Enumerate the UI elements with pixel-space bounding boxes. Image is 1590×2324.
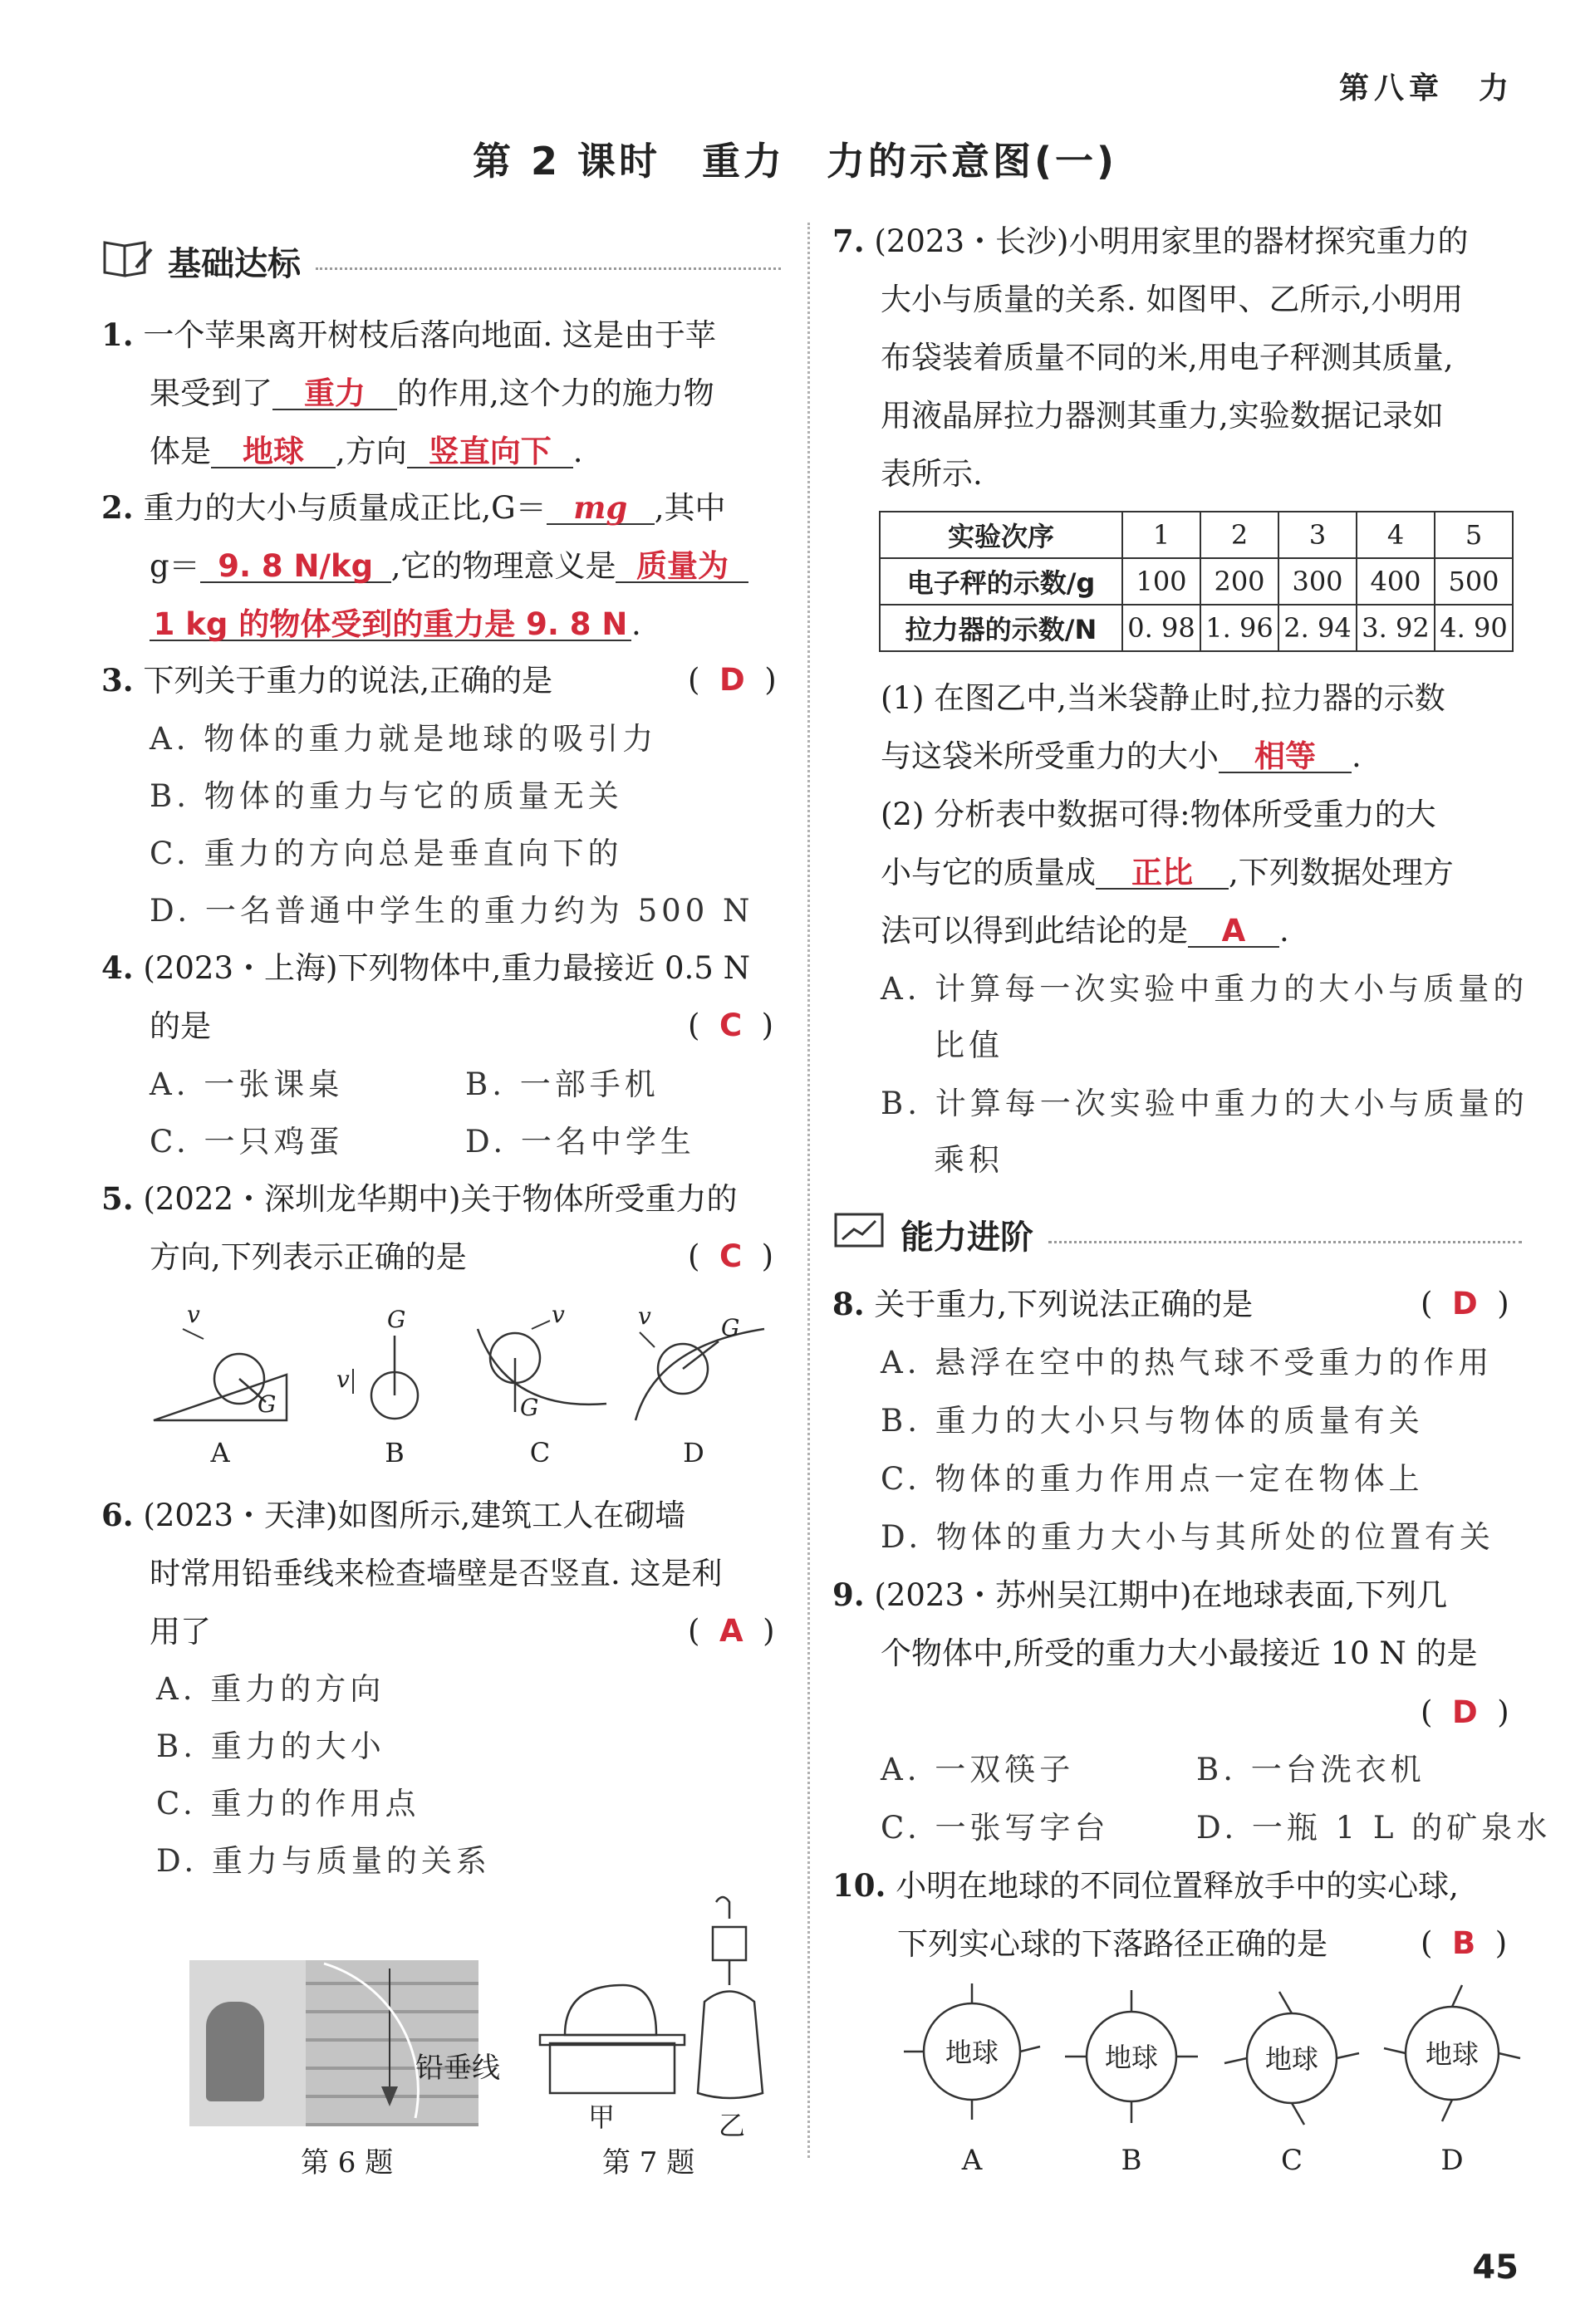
q2-number: 2. [101, 489, 134, 526]
q1-text: 果受到了 [150, 375, 272, 411]
q6-option-a: A. 重力的方向 [156, 1671, 385, 1707]
earth-label: 地球 [1425, 2038, 1480, 2070]
q3-stem [101, 662, 553, 699]
q2-text: 重力的大小与质量成正比,G＝ [143, 490, 547, 526]
worker [206, 2002, 264, 2101]
q7-sub2-line3 [881, 915, 1289, 948]
fig7-label-jia: 甲 [588, 2101, 616, 2133]
table-cell: 200 [1200, 558, 1278, 605]
electronic-scale [550, 2043, 675, 2093]
q5-fig-label-a: A [210, 1437, 230, 1468]
q4-line1 [101, 949, 750, 986]
q5-fig-label-b: B [385, 1437, 405, 1468]
q4-option-b: B. 一部手机 [465, 1066, 660, 1102]
q8-option-b: B. 重力的大小只与物体的质量有关 [881, 1403, 1424, 1439]
q3-answer-box: ( D ) [688, 662, 777, 698]
q8-number: 8. [832, 1286, 865, 1322]
q10-fig-label-d: D [1440, 2144, 1464, 2177]
q7-text: 法可以得到此结论的是 [881, 913, 1188, 949]
q7-sub1-line2 [881, 738, 1362, 774]
table-header: 电子秤的示数/g [880, 558, 1122, 605]
q8-answer-box: ( D ) [1421, 1286, 1509, 1321]
q10-answer: B [1451, 1925, 1476, 1961]
q1-text: 的作用,这个力的施力物 [397, 375, 714, 411]
q6-answer: A [719, 1613, 743, 1649]
earth-label: 地球 [1104, 2042, 1159, 2073]
section-advanced-rule [1048, 1241, 1522, 1243]
q7-text: 小与它的质量成 [881, 855, 1096, 890]
q6-line1 [101, 1497, 686, 1533]
q3-option-d: D. 一名普通中学生的重力约为 500 N [150, 893, 754, 929]
q6-text: (2023・天津)如图所示,建筑工人在砌墙 [143, 1498, 686, 1533]
table-header: 实验次序 [880, 512, 1122, 558]
page-number: 45 [1472, 2248, 1519, 2287]
q5-answer-box: ( C ) [688, 1238, 774, 1274]
q5-label-v: v [638, 1302, 651, 1330]
q7-option-a-line2: 比值 [934, 1027, 1004, 1063]
q7-option-b-line2: 乘积 [934, 1142, 1004, 1178]
q6-option-c: C. 重力的作用点 [156, 1786, 420, 1821]
q5-line2: 方向,下列表示正确的是 [150, 1239, 467, 1275]
q1-text: . [572, 434, 583, 469]
earth-label: 地球 [1264, 2043, 1319, 2075]
q2-answer-2: 9. 8 N/kg [200, 551, 391, 583]
q10-fig-label-b: B [1121, 2144, 1142, 2177]
q5-label-v: v [187, 1301, 200, 1328]
q10-line1 [832, 1867, 1459, 1904]
q1-line1 [101, 316, 716, 353]
q5-fig-label-d: D [683, 1437, 704, 1468]
q4-option-c: C. 一只鸡蛋 [150, 1124, 344, 1160]
q7-line2: 大小与质量的关系. 如图甲、乙所示,小明用 [881, 282, 1464, 317]
q7-number: 7. [832, 223, 865, 259]
q10-text: 小明在地球的不同位置释放手中的实心球, [896, 1868, 1459, 1904]
table-row [880, 605, 1513, 651]
q1-line2 [150, 375, 714, 411]
table-cell: 100 [1122, 558, 1200, 605]
table-row [880, 558, 1513, 605]
page-title: 第 2 课时 重力 力的示意图(一) [472, 139, 1118, 184]
table-cell: 5 [1435, 512, 1513, 558]
section-advanced-header [832, 1206, 1522, 1256]
earth-label: 地球 [945, 2037, 999, 2068]
q2-text: g＝ [150, 548, 200, 584]
q2-line2 [150, 548, 748, 584]
q4-option-d: D. 一名中学生 [465, 1124, 695, 1160]
q7-sub2-line2 [881, 857, 1454, 890]
q4-answer: C [719, 1008, 743, 1043]
q3-option-c: C. 重力的方向总是垂直向下的 [150, 836, 623, 871]
q6-line3: 用了 [150, 1614, 211, 1650]
table-cell: 300 [1278, 558, 1357, 605]
q7-answer-1: 相等 [1219, 741, 1352, 773]
q3-text: 下列关于重力的说法,正确的是 [143, 663, 553, 699]
q7-text: 与这袋米所受重力的大小 [881, 738, 1219, 774]
column-divider [807, 223, 810, 2158]
q5-number: 5. [101, 1180, 134, 1217]
q7-figure [532, 1885, 781, 2143]
fig7-label-yi: 乙 [719, 2110, 746, 2141]
table-cell: 3. 92 [1357, 605, 1435, 651]
q7-option-b-line1: B. 计算每一次实验中重力的大小与质量的 [881, 1086, 1529, 1121]
q8-option-c: C. 物体的重力作用点一定在物体上 [881, 1461, 1424, 1497]
q5-label-g: G [258, 1390, 277, 1418]
chapter-header: 第八章 力 [1338, 71, 1514, 105]
q1-number: 1. [101, 316, 134, 353]
q6-option-d: D. 重力与质量的关系 [156, 1843, 491, 1879]
q9-option-a: A. 一双筷子 [881, 1752, 1075, 1787]
q7-text: . [1352, 738, 1362, 774]
table-cell: 3 [1278, 512, 1357, 558]
table-cell: 4. 90 [1435, 605, 1513, 651]
table-cell: 400 [1357, 558, 1435, 605]
q2-answer-1: mg [547, 493, 655, 525]
q3-answer: D [719, 662, 745, 698]
q1-text: 体是 [150, 434, 211, 469]
q2-text: . [631, 606, 641, 642]
q7-sub1-line1: (1) 在图乙中,当米袋静止时,拉力器的示数 [881, 680, 1445, 716]
q5-answer: C [719, 1238, 743, 1274]
q5-label-g: G [387, 1306, 406, 1333]
q8-option-d: D. 物体的重力大小与其所处的位置有关 [881, 1519, 1494, 1555]
q1-answer-1: 重力 [272, 378, 397, 410]
q6-answer-box: ( A ) [688, 1613, 775, 1649]
table-header: 拉力器的示数/N [880, 605, 1122, 651]
table-cell: 500 [1435, 558, 1513, 605]
chart-board-icon [832, 1206, 887, 1253]
q9-answer: D [1451, 1694, 1478, 1730]
q9-line1 [832, 1576, 1448, 1613]
rice-bag-jia [565, 1985, 656, 2035]
q5-figure [141, 1296, 781, 1470]
q8-option-a: A. 悬浮在空中的热气球不受重力的作用 [881, 1345, 1494, 1380]
table-row [880, 512, 1513, 558]
q10-figure [889, 1977, 1537, 2184]
q2-answer-3a: 质量为 [616, 551, 748, 583]
table-cell: 2 [1200, 512, 1278, 558]
q9-answer-box: ( D ) [1421, 1694, 1509, 1730]
q7-answer-2: 正比 [1096, 857, 1229, 890]
q7-fig-caption: 第 7 题 [602, 2146, 695, 2179]
q10-line2: 下列实心球的下落路径正确的是 [897, 1926, 1327, 1962]
q2-line1 [101, 489, 726, 526]
q10-fig-label-a: A [961, 2144, 983, 2177]
q4-text: (2023・上海)下列物体中,重力最接近 0.5 N [143, 950, 750, 986]
q7-line4: 用液晶屏拉力器测其重力,实验数据记录如 [881, 398, 1444, 434]
q1-stem: 一个苹果离开树枝后落向地面. 这是由于苹 [143, 317, 716, 353]
section-basic-rule [316, 267, 781, 270]
q5-fig-label-c: C [529, 1437, 551, 1468]
plumb-arc [316, 1960, 482, 2126]
q1-line3 [150, 436, 583, 468]
table-cell: 1. 96 [1200, 605, 1278, 651]
q3-number: 3. [101, 662, 134, 699]
q8-stem [832, 1286, 1254, 1322]
table-cell: 1 [1122, 512, 1200, 558]
q4-answer-box: ( C ) [688, 1008, 774, 1043]
q5-text: (2022・深圳龙华期中)关于物体所受重力的 [143, 1181, 738, 1217]
q4-option-a: A. 一张课桌 [150, 1066, 344, 1102]
q5-label-v: v [552, 1301, 565, 1328]
q7-line1 [832, 223, 1469, 259]
book-pen-icon [100, 234, 155, 281]
q1-answer-2: 地球 [211, 436, 336, 468]
q9-number: 9. [832, 1576, 865, 1613]
q7-text: (2023・长沙)小明用家里的器材探究重力的 [874, 223, 1469, 259]
q6-number: 6. [101, 1497, 134, 1533]
q10-fig-label-c: C [1280, 2144, 1303, 2177]
q1-answer-3: 竖直向下 [407, 436, 573, 468]
table-cell: 4 [1357, 512, 1435, 558]
q5-line1 [101, 1180, 738, 1217]
section-advanced-title: 能力进阶 [901, 1218, 1033, 1257]
q8-text: 关于重力,下列说法正确的是 [874, 1287, 1254, 1322]
q7-line5: 表所示. [881, 456, 983, 492]
q7-sub2-line1: (2) 分析表中数据可得:物体所受重力的大 [881, 797, 1436, 832]
q2-line3 [150, 606, 641, 642]
q9-line2: 个物体中,所受的重力大小最接近 10 N 的是 [881, 1635, 1478, 1671]
q7-answer-3: A [1188, 915, 1279, 948]
q6-fig-caption: 第 6 题 [301, 2146, 394, 2179]
q6-option-b: B. 重力的大小 [156, 1728, 385, 1764]
q4-number: 4. [101, 949, 134, 986]
q7-text: ,下列数据处理方 [1229, 855, 1454, 890]
q5-label-g: G [520, 1394, 539, 1421]
q10-answer-box: ( B ) [1421, 1925, 1508, 1961]
q2-answer-3b: 1 kg 的物体受到的重力是 9. 8 N [150, 609, 631, 641]
table-cell: 0. 98 [1122, 605, 1200, 651]
q6-line2: 时常用铅垂线来检查墙壁是否竖直. 这是利 [150, 1556, 723, 1591]
q7-data-table [879, 511, 1514, 652]
force-meter [713, 1927, 746, 1960]
q5-label-v: v [336, 1365, 350, 1393]
q1-text: ,方向 [336, 434, 407, 469]
table-cell: 2. 94 [1278, 605, 1357, 651]
rice-bag-yi [698, 1992, 763, 2099]
q3-option-b: B. 物体的重力与它的质量无关 [150, 778, 623, 814]
q2-text: ,其中 [654, 490, 726, 526]
q2-text: ,它的物理意义是 [390, 548, 616, 584]
q6-fig-label: 铅垂线 [415, 2052, 500, 2085]
q10-number: 10. [832, 1867, 886, 1904]
q9-option-b: B. 一台洗衣机 [1196, 1752, 1426, 1787]
q4-line2: 的是 [150, 1008, 211, 1044]
q5-label-g: G [721, 1314, 740, 1341]
section-basic-title: 基础达标 [168, 245, 301, 283]
q9-option-d: D. 一瓶 1 L 的矿泉水 [1196, 1810, 1552, 1846]
q9-text: (2023・苏州吴江期中)在地球表面,下列几 [874, 1577, 1448, 1613]
q9-option-c: C. 一张写字台 [881, 1810, 1110, 1846]
q8-answer: D [1451, 1286, 1478, 1321]
section-basic-header [100, 233, 781, 282]
q7-text: . [1279, 913, 1289, 949]
q3-option-a: A. 物体的重力就是地球的吸引力 [150, 721, 658, 757]
q7-line3: 布袋装着质量不同的米,用电子秤测其质量, [881, 340, 1454, 375]
q7-option-a-line1: A. 计算每一次实验中重力的大小与质量的 [881, 971, 1529, 1007]
